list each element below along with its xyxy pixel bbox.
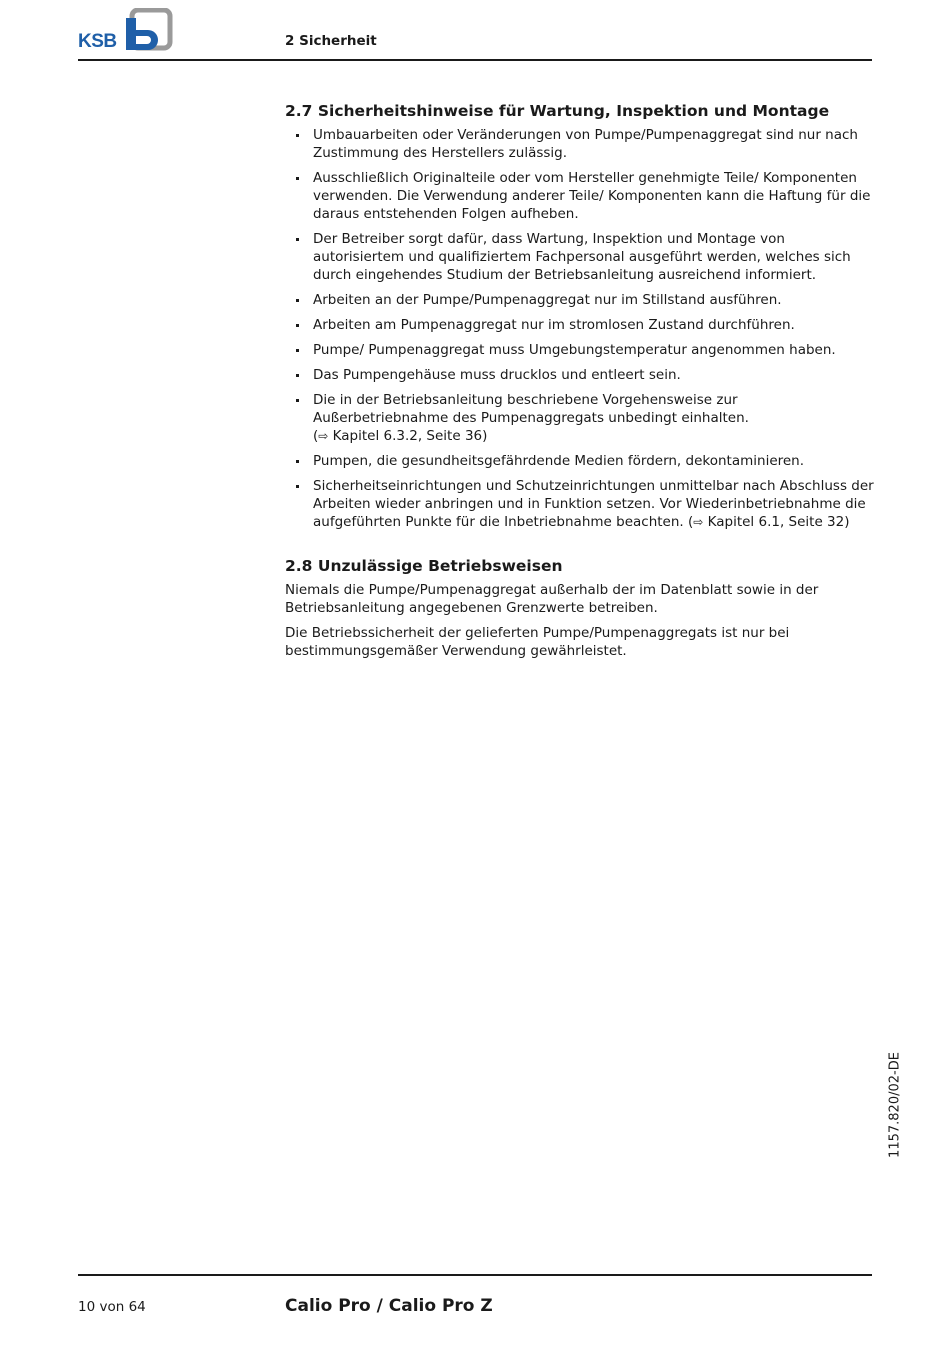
bullet-icon	[296, 324, 299, 327]
list-item: Die in der Betriebsanleitung beschriebene Vorgehensweise zur Außerbetriebnahme des Pumpenaggregats unbedingt einhalten. (⇨ Kapitel 6.3.2, Seite 36)	[285, 391, 875, 445]
list-item-text: Ausschließlich Originalteile oder vom Hersteller genehmigte Teile/ Komponenten verwenden. Die Verwendung anderer Teile/ Komponenten kann die Haftung für die daraus entstehenden Folgen aufheben.	[313, 170, 871, 222]
list-item	[285, 316, 875, 334]
list-item-text: Der Betreiber sorgt dafür, dass Wartung, Inspektion und Montage von autorisiertem und qualifiziertem Fachpersonal ausgeführt werden, welches sich durch eingehendes Studium der Betriebsanleitung ausreichend informiert.	[313, 231, 851, 283]
bullet-icon	[296, 299, 299, 302]
cross-reference-link[interactable]: Kapitel 6.3.2, Seite 36	[332, 428, 483, 444]
bullet-icon	[296, 238, 299, 241]
body-paragraph: Niemals die Pumpe/Pumpenaggregat außerhalb der im Datenblatt sowie in der Betriebsanleitung angegebenen Grenzwerte betreiben.	[285, 582, 819, 616]
list-item	[285, 366, 875, 384]
product-name: Calio Pro / Calio Pro Z	[285, 1296, 493, 1316]
footer-rule	[78, 1274, 872, 1276]
list-item	[285, 452, 875, 470]
body-paragraph: Die Betriebssicherheit der gelieferten Pumpe/Pumpenaggregats ist nur bei bestimmungsgemäßer Verwendung gewährleistet.	[285, 625, 790, 659]
list-item-text: Das Pumpengehäuse muss drucklos und entleert sein.	[313, 367, 681, 383]
header-rule	[78, 59, 872, 61]
list-item-text: Arbeiten am Pumpenaggregat nur im stromlosen Zustand durchführen.	[313, 317, 795, 333]
list-item	[285, 230, 875, 284]
cross-reference-arrow-icon: ⇨	[693, 515, 704, 529]
ksb-logo-mark-icon	[126, 8, 174, 54]
list-item	[285, 126, 875, 162]
bullet-icon	[296, 374, 299, 377]
running-header-section: 2 Sicherheit	[285, 33, 377, 49]
cross-reference-arrow-icon: ⇨	[318, 429, 329, 443]
document-number-text: 1157.820/02-DE	[887, 1052, 903, 1158]
bullet-icon	[296, 399, 299, 402]
list-item: Sicherheitseinrichtungen und Schutzeinrichtungen unmittelbar nach Abschluss der Arbeiten wieder anbringen und in Funktion setzen. Vor Wiederinbetriebnahme die aufgeführten Punkte für die Inbetriebnahme beachten. (⇨ Kapitel 6.1, Seite 32)	[285, 477, 875, 531]
list-item-text: Sicherheitseinrichtungen und Schutzeinrichtungen unmittelbar nach Abschluss der Arbeiten wieder anbringen und in Funktion setzen. Vor Wiederinbetriebnahme die aufgeführten Punkte für die Inbetriebnahme beachten.	[313, 478, 874, 530]
list-item	[285, 341, 875, 359]
bullet-icon	[296, 349, 299, 352]
main-content	[285, 100, 875, 667]
section-heading-2-8: 2.8 Unzulässige Betriebsweisen	[285, 557, 563, 575]
cross-reference-link[interactable]: Kapitel 6.1, Seite 32	[707, 514, 845, 530]
logo-wordmark: KSB	[78, 31, 117, 52]
bullet-icon	[296, 460, 299, 463]
list-item	[285, 291, 875, 309]
list-item-text: Arbeiten an der Pumpe/Pumpenaggregat nur im Stillstand ausführen.	[313, 292, 782, 308]
bullet-icon	[296, 177, 299, 180]
bullet-icon	[296, 134, 299, 137]
list-item-text: Pumpen, die gesundheitsgefährdende Medien fördern, dekontaminieren.	[313, 453, 805, 469]
page-number: 10 von 64	[78, 1299, 146, 1315]
maintenance-safety-list	[285, 126, 875, 531]
list-item	[285, 169, 875, 223]
list-item-text: Die in der Betriebsanleitung beschriebene Vorgehensweise zur Außerbetriebnahme des Pumpenaggregats unbedingt einhalten.	[313, 392, 749, 426]
ksb-logo	[78, 8, 174, 54]
list-item-text: Pumpe/ Pumpenaggregat muss Umgebungstemperatur angenommen haben.	[313, 342, 836, 358]
bullet-icon	[296, 485, 299, 488]
section-heading-2-7: 2.7 Sicherheitshinweise für Wartung, Inspektion und Montage	[285, 102, 830, 120]
list-item-text: Umbauarbeiten oder Veränderungen von Pumpe/Pumpenaggregat sind nur nach Zustimmung des Herstellers zulässig.	[313, 127, 858, 161]
